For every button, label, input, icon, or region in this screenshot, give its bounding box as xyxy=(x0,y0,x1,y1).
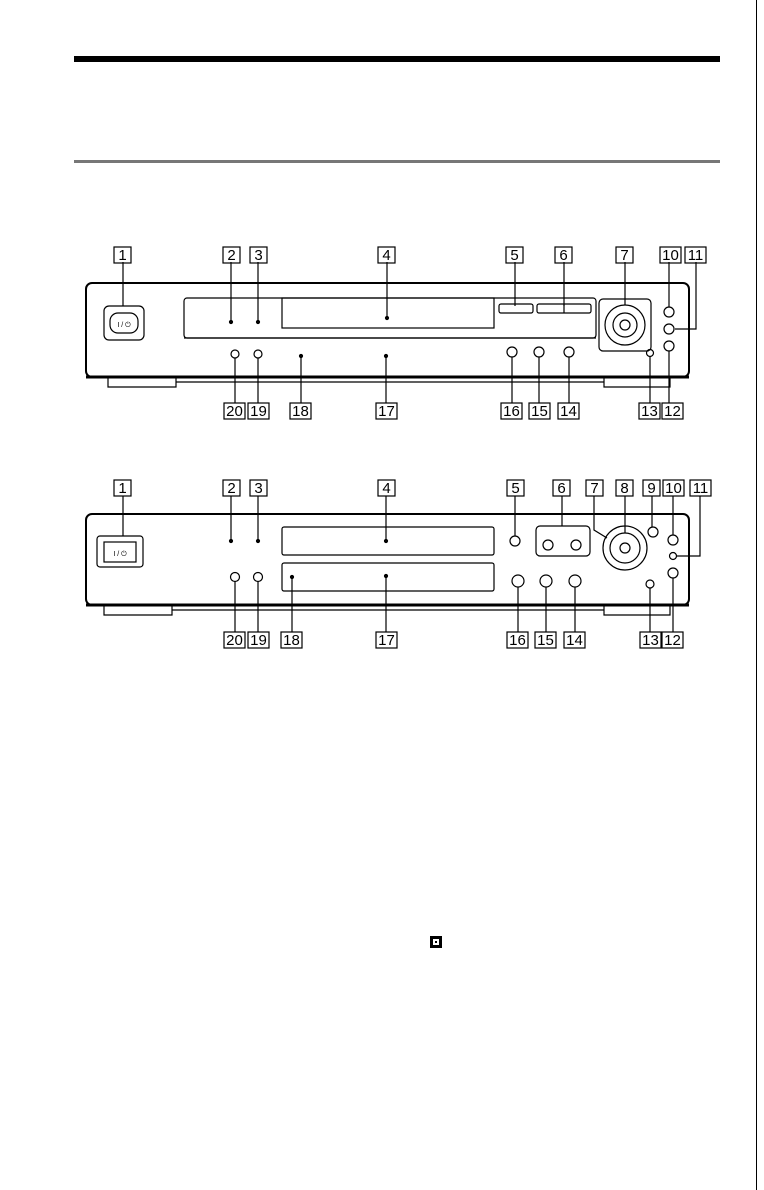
callout-2: 2 xyxy=(227,247,236,264)
callout2-13: 13 xyxy=(642,632,659,649)
player-diagram-top xyxy=(86,247,706,419)
callout-12: 12 xyxy=(664,403,681,420)
callout2-9: 9 xyxy=(647,480,656,497)
callout2-11: 11 xyxy=(692,480,709,497)
remote-sensor-icon xyxy=(430,936,442,948)
callout-3: 3 xyxy=(254,247,263,264)
callout-17: 17 xyxy=(378,403,395,420)
player-diagram-bottom xyxy=(86,480,711,648)
callout2-19: 19 xyxy=(250,632,267,649)
callout-6: 6 xyxy=(559,247,568,264)
callout2-15: 15 xyxy=(537,632,554,649)
callout-4: 4 xyxy=(382,247,391,264)
callout-15: 15 xyxy=(531,403,548,420)
callout-13: 13 xyxy=(641,403,658,420)
callout-19: 19 xyxy=(250,403,267,420)
callout2-6: 6 xyxy=(557,480,566,497)
callout2-16: 16 xyxy=(509,632,526,649)
callout2-14: 14 xyxy=(566,632,583,649)
power-label-2: I / ⏻ xyxy=(113,551,127,558)
callout2-7: 7 xyxy=(590,480,599,497)
callout2-4: 4 xyxy=(382,480,391,497)
callout2-5: 5 xyxy=(511,480,520,497)
callout2-12: 12 xyxy=(664,632,681,649)
callout2-1: 1 xyxy=(118,480,127,497)
callout2-20: 20 xyxy=(226,632,243,649)
callout2-18: 18 xyxy=(283,632,300,649)
callout-16: 16 xyxy=(503,403,520,420)
callout-7: 7 xyxy=(620,247,629,264)
callout2-10: 10 xyxy=(665,480,682,497)
callout-1: 1 xyxy=(118,247,127,264)
callout-18: 18 xyxy=(292,403,309,420)
callout2-8: 8 xyxy=(620,480,629,497)
callout-14: 14 xyxy=(560,403,577,420)
callout-5: 5 xyxy=(510,247,519,264)
callout-10: 10 xyxy=(662,247,679,264)
callout2-2: 2 xyxy=(227,480,236,497)
callout2-17: 17 xyxy=(378,632,395,649)
callout2-3: 3 xyxy=(254,480,263,497)
callout-20: 20 xyxy=(226,403,243,420)
power-label-1: I / ⏻ xyxy=(117,322,131,329)
callout-11: 11 xyxy=(687,247,704,264)
